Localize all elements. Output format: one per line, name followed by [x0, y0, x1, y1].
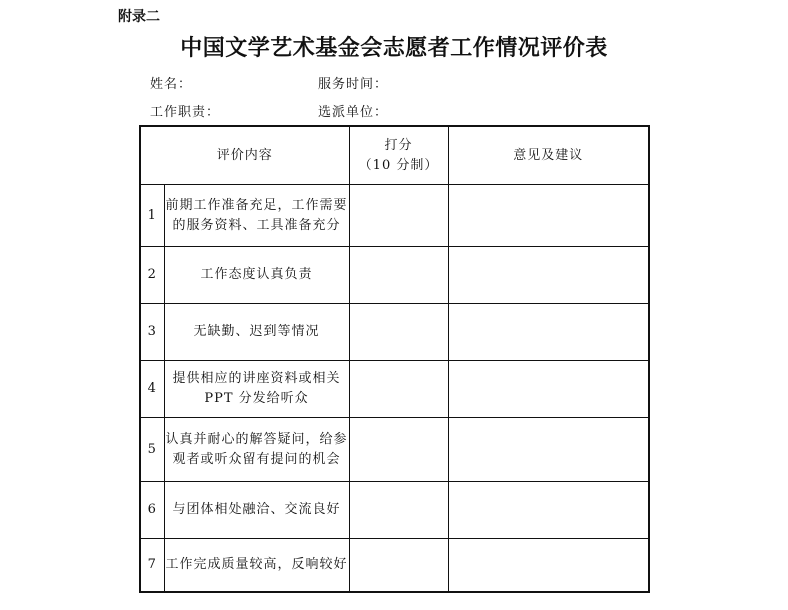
table-row [140, 247, 649, 304]
table-row [140, 304, 649, 361]
row-number: 5 [140, 418, 164, 482]
opinion-cell[interactable] [448, 361, 649, 418]
opinion-cell[interactable] [448, 539, 649, 593]
row-content: 认真并耐心的解答疑问，给参观者或听众留有提问的机会 [164, 418, 349, 482]
score-cell[interactable] [349, 482, 448, 539]
table-header-row [140, 126, 649, 185]
evaluation-table [139, 125, 650, 593]
header-score-note: （10 分制） [358, 157, 439, 173]
row-content: 工作完成质量较高，反响较好 [164, 539, 349, 593]
header-score [349, 126, 448, 185]
table-row [140, 185, 649, 247]
row-content: 前期工作准备充足，工作需要的服务资料、工具准备充分 [164, 185, 349, 247]
score-cell[interactable] [349, 247, 448, 304]
row-number: 4 [140, 361, 164, 418]
table-row [140, 418, 649, 482]
name-field-label: 姓名： [150, 77, 193, 92]
opinion-cell[interactable] [448, 482, 649, 539]
table-row [140, 361, 649, 418]
row-content: 工作态度认真负责 [164, 247, 349, 304]
opinion-cell[interactable] [448, 185, 649, 247]
row-number: 3 [140, 304, 164, 361]
row-content: 与团体相处融洽、交流良好 [164, 482, 349, 539]
appendix-label: 附录二 [118, 9, 160, 25]
score-cell[interactable] [349, 185, 448, 247]
header-opinion: 意见及建议 [448, 126, 649, 185]
header-score-label: 打分 [384, 137, 413, 153]
row-number: 7 [140, 539, 164, 593]
job-duty-field-label: 工作职责： [150, 105, 221, 120]
table-row [140, 482, 649, 539]
row-number: 6 [140, 482, 164, 539]
service-time-field-label: 服务时间： [318, 77, 389, 92]
score-cell[interactable] [349, 304, 448, 361]
header-content: 评价内容 [140, 126, 349, 185]
row-content: 无缺勤、迟到等情况 [164, 304, 349, 361]
dispatch-unit-field-label: 选派单位： [318, 105, 389, 120]
row-number: 2 [140, 247, 164, 304]
opinion-cell[interactable] [448, 418, 649, 482]
opinion-cell[interactable] [448, 247, 649, 304]
score-cell[interactable] [349, 361, 448, 418]
row-number: 1 [140, 185, 164, 247]
row-content: 提供相应的讲座资料或相关 PPT 分发给听众 [164, 361, 349, 418]
score-cell[interactable] [349, 539, 448, 593]
table-row [140, 539, 649, 593]
opinion-cell[interactable] [448, 304, 649, 361]
score-cell[interactable] [349, 418, 448, 482]
page-title: 中国文学艺术基金会志愿者工作情况评价表 [180, 36, 608, 61]
